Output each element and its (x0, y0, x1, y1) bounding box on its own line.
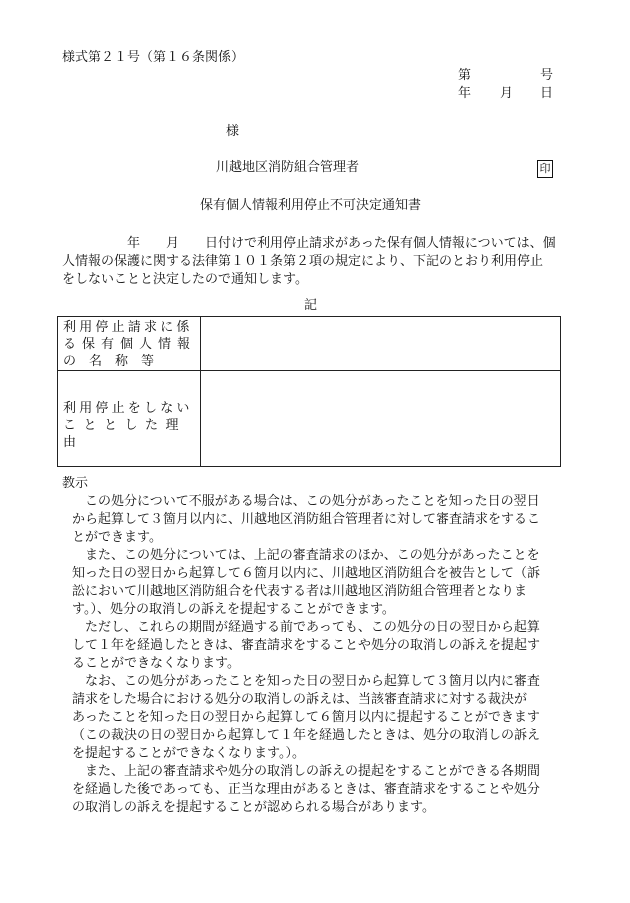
row1-value-cell (201, 317, 561, 371)
instruction-line: この処分について不服がある場合は、この処分があったことを知った日の翌日 (72, 494, 540, 509)
instruction-line: とができます。 (72, 530, 162, 545)
body-line: をしないことと決定したので通知します。 (62, 272, 308, 287)
instruction-line: あったことを知った日の翌日から起算して６箇月以内に提起することができます (72, 710, 540, 725)
instruction-line: 請求をした場合における処分の取消しの訴えは、当該審査請求に対する裁決が (72, 692, 528, 707)
instruction-line: を経過した後であっても、正当な理由があるときは、審査請求をすることや処分 (72, 782, 540, 797)
label-text: る保有個人情報 (63, 337, 197, 352)
instruction-line: （この裁決の日の翌日から起算して１年を経過したときは、処分の取消しの訴え (72, 728, 541, 743)
instructions-heading: 教示 (62, 476, 89, 491)
label-text: こととした理由 (63, 418, 187, 450)
instruction-line: を提起することができなくなります。）。 (72, 746, 305, 761)
instruction-line: なお、この処分があったことを知った日の翌日から起算して３箇月以内に審査 (72, 674, 540, 689)
row1-label-line-2 (58, 336, 200, 353)
sender-name: 川越地区消防組合管理者 (216, 160, 360, 175)
date-year: 年 (458, 86, 472, 101)
body-line: 年 月 日付けで利用停止請求があった保有個人情報については、個 (62, 236, 556, 251)
instruction-line: して１年を経過したときは、審査請求をすることや処分の取消しの訴えを提起す (72, 638, 541, 653)
instruction-line: ただし、これらの期間が経過する前であっても、この処分の日の翌日から起算 (72, 620, 540, 635)
instruction-line: す。）、処分の取消しの訴えを提起することができます。 (72, 602, 395, 617)
label-text: 利用停止をしない (63, 401, 193, 416)
instruction-line: ることができなくなります。 (72, 656, 240, 671)
addressee-honorific: 様 (226, 124, 240, 139)
label-text: 利用停止請求に係 (63, 320, 193, 335)
number-suffix: 号 (540, 68, 554, 83)
row2-label-cell (58, 371, 201, 467)
instruction-line: 知った日の翌日から起算して６箇月以内に、川越地区消防組合を被告として（訴 (72, 566, 541, 581)
instruction-line: また、上記の審査請求や処分の取消しの訴えの提起をすることができる各期間 (72, 764, 541, 779)
seal-mark: 印 (537, 160, 553, 178)
row2-label-line-2 (58, 417, 200, 451)
instruction-line: また、この処分については、上記の審査請求のほか、この処分があったことを (72, 548, 540, 563)
date-day: 日 (540, 86, 554, 101)
body-line: 人情報の保護に関する法律第１０１条第２項の規定により、下記のとおり利用停止 (62, 254, 544, 269)
row1-label-cell (58, 317, 201, 371)
instruction-line: 訟において川越地区消防組合を代表する者は川越地区消防組合管理者となりま (72, 584, 528, 599)
date-month: 月 (500, 86, 514, 101)
table-row (58, 371, 561, 467)
table-row (58, 317, 561, 371)
document-title: 保有個人情報利用停止不可決定通知書 (200, 198, 422, 213)
label-text: の 名 称 等 (63, 354, 155, 369)
row2-value-cell (201, 371, 561, 467)
instruction-line: から起算して３箇月以内に、川越地区消防組合管理者に対して審査請求をするこ (72, 512, 541, 527)
row1-label-line-3 (58, 353, 200, 370)
number-prefix: 第 (458, 68, 472, 83)
record-table (57, 316, 561, 467)
ki-label: 記 (304, 298, 318, 313)
instruction-line: の取消しの訴えを提起することが認められる場合があります。 (72, 800, 435, 815)
row2-label-line-1 (58, 400, 200, 417)
row1-label-line-1 (58, 319, 200, 336)
form-number: 様式第２１号（第１６条関係） (62, 50, 245, 65)
